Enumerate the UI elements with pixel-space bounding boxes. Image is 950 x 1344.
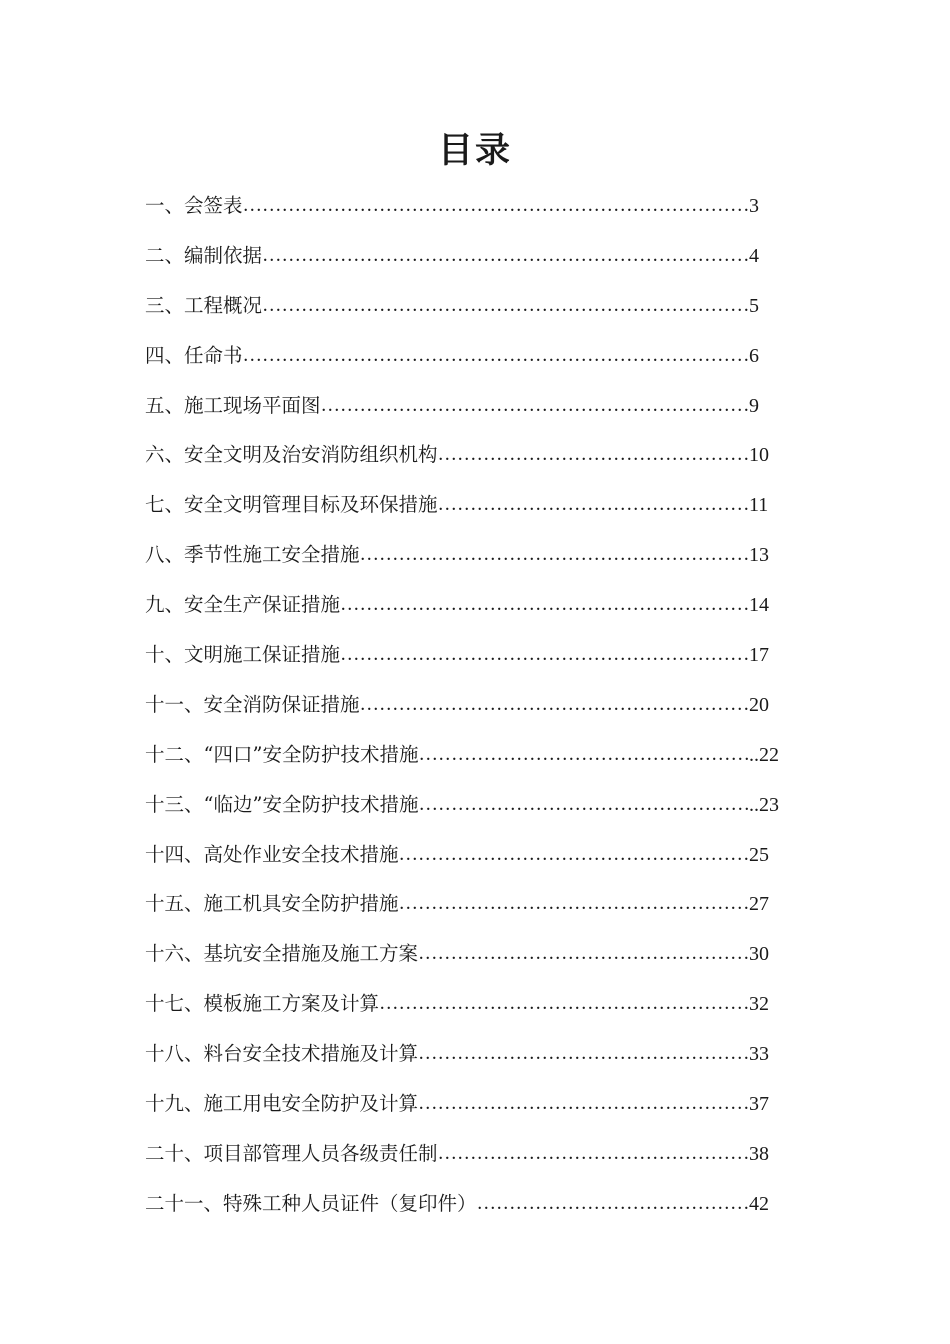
toc-page-number: 5 [749,294,759,317]
toc-entry[interactable] [145,231,785,281]
toc-page-number: 13 [749,544,769,567]
toc-dot-leader [243,187,749,225]
toc-page-number: 32 [749,993,769,1016]
toc-page-number: 25 [749,843,769,866]
toc-page-number: 14 [749,594,769,617]
toc-page-number: 37 [749,1092,769,1115]
toc-entry-label: 四、任命书 [145,343,243,367]
toc-entry[interactable] [145,281,785,331]
toc-page-number: 10 [749,444,769,467]
toc-dot-leader [340,586,749,624]
toc-dot-leader [243,337,749,375]
toc-page-number: ..22 [749,743,779,766]
toc-dot-leader [399,836,749,874]
toc-dot-leader [360,536,749,574]
toc-page-number: 4 [749,244,759,267]
toc-entry-label: 十五、施工机具安全防护措施 [145,892,399,916]
toc-page-number: ..23 [749,793,779,816]
toc-entry-label: 十六、基坑安全措施及施工方案 [145,942,419,966]
toc-title: 目录 [437,130,512,171]
toc-entry[interactable] [145,780,785,830]
toc-entry[interactable] [145,480,785,530]
toc-entry[interactable] [145,929,785,979]
toc-entry-label: 十三、“临边”安全防护技术措施 [145,792,419,816]
toc-dot-leader [360,686,749,724]
toc-entry-label: 十四、高处作业安全技术措施 [145,842,399,866]
toc-dot-leader [418,786,749,824]
toc-entry-label: 五、施工现场平面图 [145,393,321,417]
toc-entry[interactable] [145,381,785,431]
toc-page-number: 17 [749,643,769,666]
toc-page-number: 42 [749,1192,769,1215]
toc-entry-label: 十、文明施工保证措施 [145,642,341,666]
toc-dot-leader [418,736,749,774]
toc-entry[interactable] [145,430,785,480]
toc-page-number: 27 [749,893,769,916]
toc-entry-label: 十二、“四口”安全防护技术措施 [145,742,419,766]
toc-dot-leader [438,436,749,474]
toc-entry-label: 十一、安全消防保证措施 [145,692,360,716]
toc-dot-leader [418,935,749,973]
toc-dot-leader [418,1085,749,1123]
toc-page-number: 30 [749,943,769,966]
toc-entry-label: 六、安全文明及治安消防组织机构 [145,443,438,467]
toc-entry[interactable] [145,181,785,231]
toc-entry-label: 十八、料台安全技术措施及计算 [145,1042,419,1066]
toc-dot-leader [438,1135,749,1173]
toc-entry-label: 三、工程概况 [145,293,263,317]
toc-entry[interactable] [145,879,785,929]
toc-entry[interactable] [145,580,785,630]
toc-page-number: 20 [749,693,769,716]
toc-page-number: 38 [749,1142,769,1165]
toc-page-number: 11 [749,494,769,517]
toc-page-number: 6 [749,344,759,367]
toc-dot-leader [340,636,749,674]
toc-entry[interactable] [145,1179,785,1229]
toc-entry[interactable] [145,830,785,880]
toc-entry-label: 九、安全生产保证措施 [145,593,341,617]
toc-page-number: 9 [749,394,759,417]
toc-entry[interactable] [145,630,785,680]
toc-entry[interactable] [145,1029,785,1079]
toc-dot-leader [438,486,749,524]
toc-dot-leader [321,387,749,425]
toc-entry-label: 一、会签表 [145,193,243,217]
toc-dot-leader [379,985,749,1023]
toc-entry-label: 二、编制依据 [145,243,263,267]
toc-entry-label: 十七、模板施工方案及计算 [145,992,380,1016]
toc-entry-label: 二十一、特殊工种人员证件（复印件） [145,1191,477,1215]
toc-entry[interactable] [145,1079,785,1129]
toc-entry[interactable] [145,680,785,730]
toc-dot-leader [399,885,749,923]
toc-entry[interactable] [145,730,785,780]
toc-page-number: 33 [749,1043,769,1066]
toc-entry-label: 八、季节性施工安全措施 [145,543,360,567]
toc-dot-leader [262,287,749,325]
toc-entry-label: 二十、项目部管理人员各级责任制 [145,1141,438,1165]
toc-dot-leader [477,1185,749,1223]
toc-entry[interactable] [145,530,785,580]
toc-entry[interactable] [145,979,785,1029]
toc-entry[interactable] [145,331,785,381]
toc-page-number: 3 [749,194,759,217]
toc-entry[interactable] [145,1129,785,1179]
toc-dot-leader [418,1035,749,1073]
toc-entry-label: 七、安全文明管理目标及环保措施 [145,493,438,517]
toc-list [145,181,785,1229]
toc-entry-label: 十九、施工用电安全防护及计算 [145,1091,419,1115]
toc-dot-leader [262,237,749,275]
